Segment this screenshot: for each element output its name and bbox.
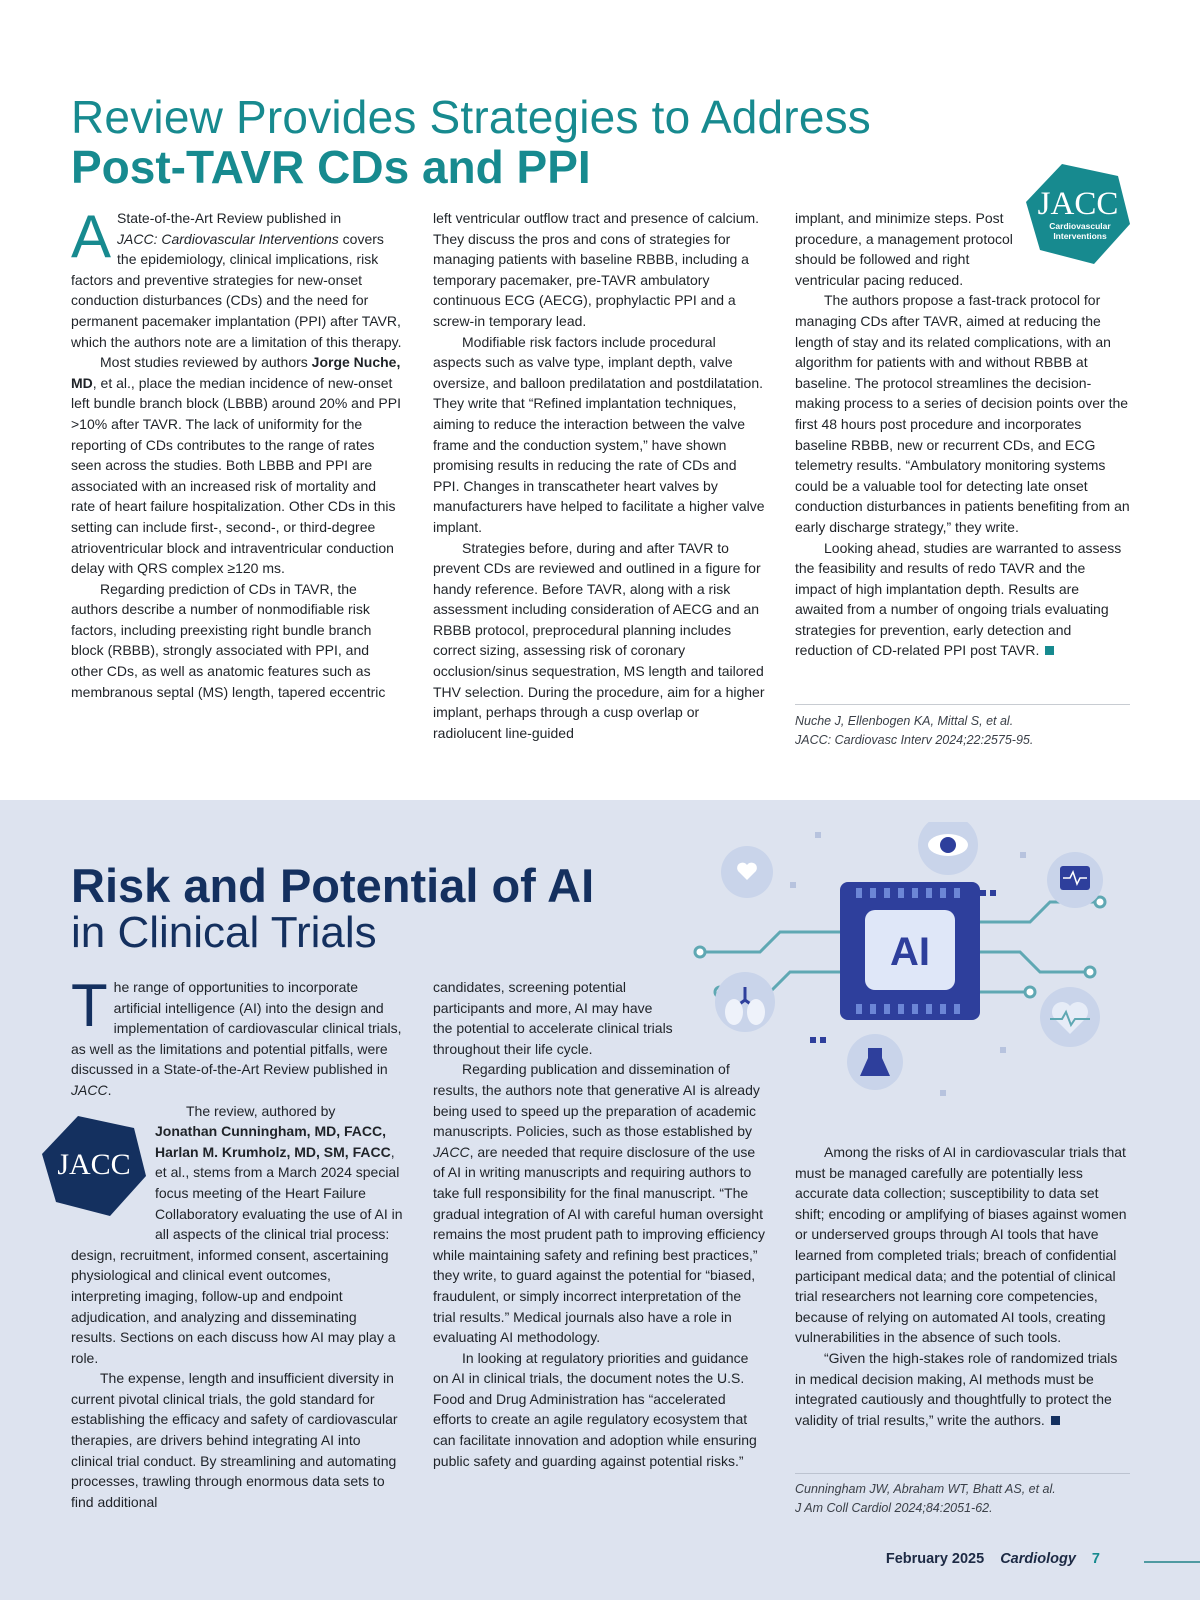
article2-citation: Cunningham JW, Abraham WT, Bhatt AS, et al. J Am Coll Cardiol 2024;84:2051-62. — [795, 1482, 1056, 1515]
svg-text:JACC: JACC — [1037, 186, 1119, 222]
footer-magazine: Cardiology — [1000, 1551, 1076, 1567]
article1-title-light: Review Provides Strategies to Address — [71, 91, 872, 143]
page-footer — [886, 1551, 1100, 1567]
svg-text:AI: AI — [890, 930, 930, 974]
end-mark-icon — [1045, 646, 1054, 655]
citation-divider — [795, 1473, 1130, 1474]
article2-column-3: Among the risks of AI in cardiovascular trials that must be managed carefully are potentially less accurate data collection; susceptibility to data set shift; encoding or amplifying of biases against women or underserved groups through AI tools that have learned from completed trials; breach of confidential participant medical data; and the potential of clinical trial researchers not learning core competencies, because of relying on automated AI tools, creating vulnerabilities in the absence of such tools. “Given the high-stakes role of randomized trials in medical decision making, AI methods must be integrated cautiously and thoughtfully to protect the validity of trial results,” write the authors. — [795, 1144, 1127, 1428]
svg-text:Interventions: Interventions — [1053, 231, 1107, 241]
svg-text:JACC: JACC — [57, 1148, 131, 1181]
article2-dropcap: T — [71, 972, 108, 1039]
article2-title-bold: Risk and Potential of AI — [71, 859, 595, 912]
footer-date: February 2025 — [885, 1551, 985, 1567]
article2-column-2: candidates, screening potential participants and more, AI may have the potential to accelerate clinical trials throughout their life cycle. Regarding publication and dissemination of results, the authors note that generative AI is already being used to speed up the preparation of academic manuscripts. Policies, such as those established by JACC, are needed that require disclosure of the use of AI in writing manuscripts and requiring authors to take full responsibility for the final manuscript. “The gradual integration of AI with careful human oversight remains the most prudent path to improving efficiency while maintaining safety and refining best practices,” they write, to guard against the potential for “biased, fraudulent, or simply incorrect interpretation of the trial results.” Medical journals also have a role in evaluating AI methodology. In looking at regulatory priorities and guidance on AI in clinical trials, the document notes the U.S. Food and Drug Administration has “accelerated efforts to create an agile regulatory ecosystem that can facilitate innovation and adoption while ensuring public safety and guarding against potential risks.” — [433, 979, 766, 1469]
article1-citation: Nuche J, Ellenbogen KA, Mittal S, et al. JACC: Cardiovasc Interv 2024;22:2575-95. — [795, 714, 1034, 747]
end-mark-icon — [1051, 1416, 1060, 1425]
article2-column-1: The range of opportunities to incorporate artificial intelligence (AI) into the design and implementation of cardiovascular clinical trials, as well as the limitations and potential pitfalls, were discussed in a State-of-the-Art Review published in JACC. The review, authored by Jonathan Cunningham, MD, FACC, Harlan M. Krumholz, MD, SM, FACC, et al., stems from a March 2024 special focus meeting of the Heart Failure Collaboratory evaluating the use of AI in all aspects of the clinical trial process: design, recruitment, informed consent, ascertaining physiological and clinical event outcomes, interpreting imaging, follow-up and endpoint adjudication, and analyzing and disseminating results. Sections on each discuss how AI may play a role. The expense, length and insufficient diversity in current pivotal clinical trials, the gold standard for establishing the efficacy and safety of cardiovascular therapies, are drivers behind integrating AI into clinical trial conduct. By streamlining and automating processes, trawling through enormous data sets to find additional — [71, 972, 403, 1510]
citation-divider — [795, 704, 1130, 705]
article2-title-light: in Clinical Trials — [71, 908, 377, 957]
footer-rule — [1144, 1561, 1200, 1563]
article1-column-3: implant, and minimize steps. Post procedure, a management protocol should be followed and right ventricular pacing reduced. The authors propose a fast-track protocol for managing CDs after TAVR, aimed at reducing the length of stay and its related complications, with an algorithm for patients with and without RBBB at baseline. The protocol streamlines the decision-making process to a series of decision points over the first 48 hours post procedure and incorporates baseline RBBB, new or recurrent CDs, and ECG telemetry results. “Ambulatory monitoring systems could be a valuable tool for detecting late onset conduction disturbances in patients benefiting from an early discharge strategy,” they write. Looking ahead, studies are warranted to assess the feasibility and results of redo TAVR and the impact of high implantation depth. Results are awaited from a number of ongoing trials evaluating strategies for prevention, early detection and reduction of CD-related PPI post TAVR. — [795, 210, 1130, 659]
page-number: 7 — [1091, 1551, 1100, 1567]
svg-text:Cardiovascular: Cardiovascular — [1049, 221, 1111, 231]
article1-title-bold: Post-TAVR CDs and PPI — [71, 141, 591, 193]
article1-column-2: left ventricular outflow tract and presence of calcium. They discuss the pros and cons of strategies for managing patients with baseline RBBB, including a temporary pacemaker, pre-TAVR ambulatory continuous ECG (AECG), prophylactic PPI and a screw-in temporary lead. Modifiable risk factors include procedural aspects such as valve type, implant depth, valve oversize, and balloon predilatation and postdilatation. They write that “Refined implantation techniques, aiming to reduce the interaction between the valve frame and the conduction system,” have shown promising results in reducing the rate of CDs and PPI. Changes in transcatheter heart valves by manufacturers have helped to facilitate a higher valve implant. Strategies before, during and after TAVR to prevent CDs are reviewed and outlined in a figure for handy reference. Before TAVR, along with a risk assessment including consideration of AECG and an RBBB protocol, preprocedural planning includes correct sizing, assessing risk of coronary occlusion/sinus sequestration, MS length and tailored THV selection. During the procedure, aim for a higher implant, perhaps through a cusp overlap or radiolucent line-guided — [433, 210, 765, 741]
article1-column-1: A State-of-the-Art Review published in JACC: Cardiovascular Interventions covers the epidemiology, clinical implications, risk factors and preventive strategies for new-onset conduction disturbances (CDs) and the need for permanent pacemaker implantation (PPI) after TAVR, which the authors note are a limitation of this therapy. Most studies reviewed by authors Jorge Nuche, MD, et al., place the median incidence of new-onset left bundle branch block (LBBB) around 20% and PPI >10% after TAVR. The lack of uniformity for the reporting of CDs contributes to the range of rates seen across the studies. Both LBBB and PPI are associated with an increased risk of mortality and rate of heart failure hospitalization. Other CDs in this setting can include first-, second-, or third-degree atrioventricular block and intraventricular conduction delay with QRS complex ≥120 ms. Regarding prediction of CDs in TAVR, the authors describe a number of nonmodifiable risk factors, including preexisting right bundle branch block (RBBB), strongly associated with PPI, and other CDs, as well as anatomic features such as membranous septal (MS) length, tapered eccentric — [71, 203, 402, 700]
article1-dropcap: A — [71, 203, 112, 270]
